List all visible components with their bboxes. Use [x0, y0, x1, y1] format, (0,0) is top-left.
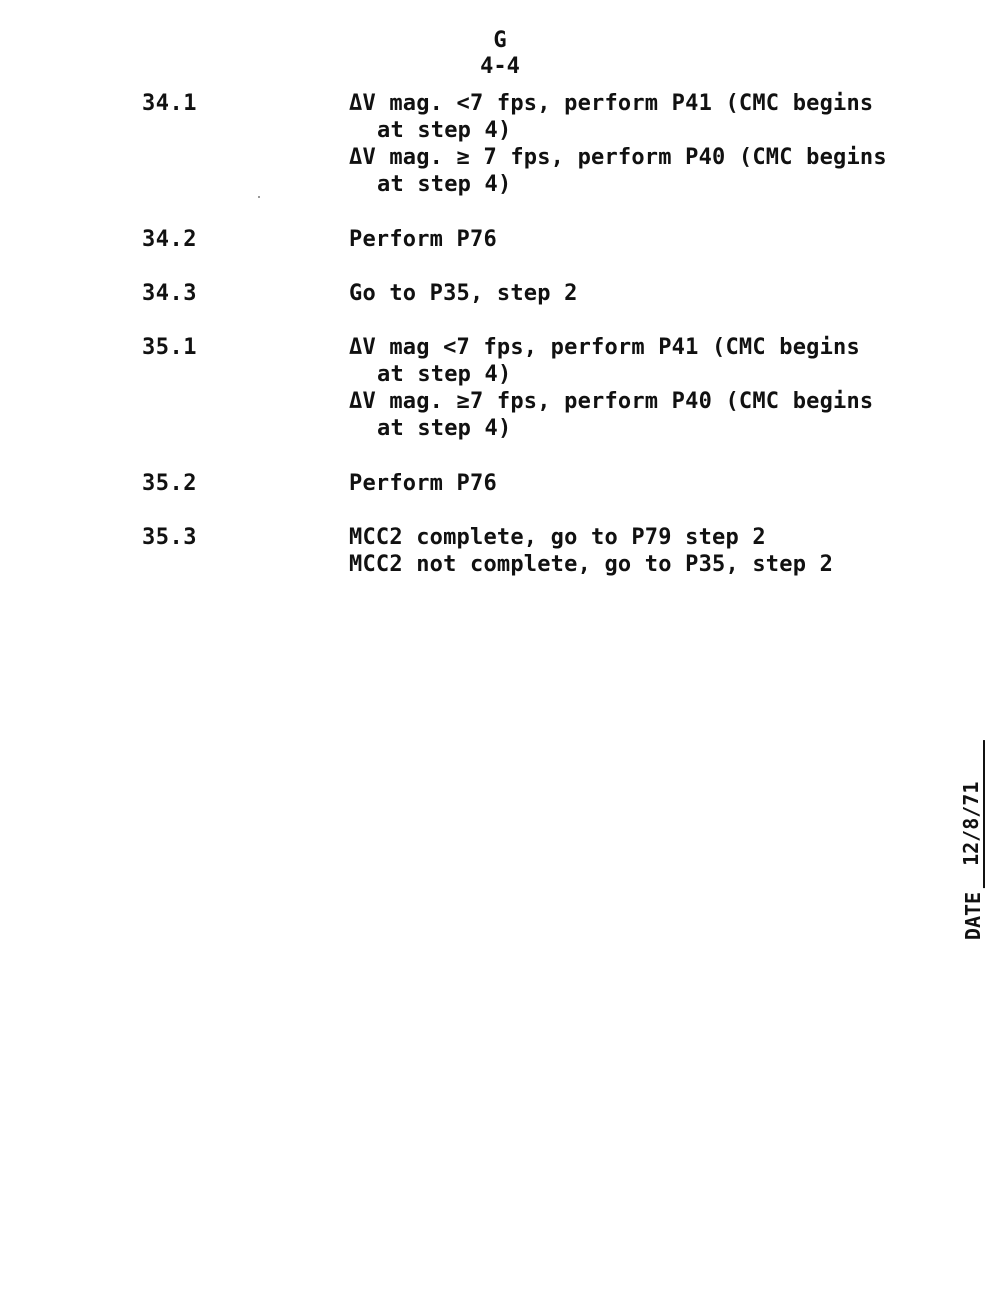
page-header [440, 28, 560, 80]
step-text-line: ΔV mag. ≥ 7 fps, perform P40 (CMC begins [349, 145, 887, 170]
section-letter: G [493, 28, 507, 53]
step-text-line: at step 4) [377, 416, 512, 441]
step-number: 34.2 [142, 227, 197, 252]
step-text-line: at step 4) [377, 172, 512, 197]
step-text-line: at step 4) [377, 118, 512, 143]
step-text-line: Go to P35, step 2 [349, 281, 578, 306]
step-description [349, 226, 949, 253]
step-text-line: Perform P76 [349, 471, 497, 496]
step-text-line: Perform P76 [349, 227, 497, 252]
step-text-line: ΔV mag. <7 fps, perform P41 (CMC begins [349, 91, 874, 116]
step-description [349, 524, 949, 578]
step-text-line: at step 4) [377, 362, 512, 387]
step-text-line: ΔV mag <7 fps, perform P41 (CMC begins [349, 335, 860, 360]
step-description [349, 280, 949, 307]
step-number: 34.3 [142, 281, 197, 306]
step-text-line: MCC2 complete, go to P79 step 2 [349, 525, 766, 550]
step-description [349, 334, 949, 442]
page-number: 4-4 [480, 54, 520, 79]
date-label: DATE [961, 891, 985, 941]
step-number: 35.2 [142, 471, 197, 496]
step-description [349, 470, 949, 497]
step-number: 35.3 [142, 525, 197, 550]
scan-speck [258, 196, 260, 198]
step-text-line: MCC2 not complete, go to P35, step 2 [349, 552, 834, 577]
step-number: 35.1 [142, 335, 197, 360]
date-stamp [952, 730, 992, 950]
step-description [349, 90, 949, 198]
date-value: 12/8/71 [959, 740, 985, 888]
step-number: 34.1 [142, 91, 197, 116]
step-text-line: ΔV mag. ≥7 fps, perform P40 (CMC begins [349, 389, 874, 414]
